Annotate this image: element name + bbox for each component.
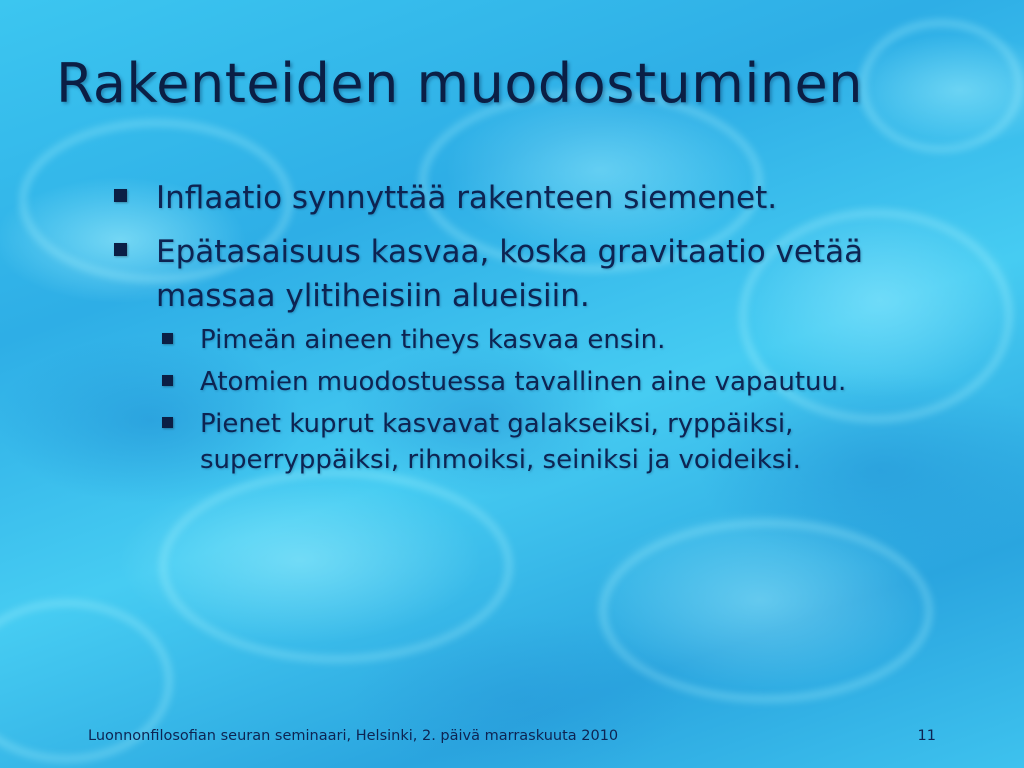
slide-footer: Luonnonfilosofian seuran seminaari, Helsinki, 2. päivä marraskuuta 2010 xyxy=(88,728,619,744)
square-bullet-icon xyxy=(162,333,173,344)
sub-bullet-item xyxy=(156,406,948,478)
sub-bullet-text: Pimeän aineen tiheys kasvaa ensin. xyxy=(200,325,666,355)
square-bullet-icon xyxy=(162,417,173,428)
bullet-text: Epätasaisuus kasvaa, koska gravitaatio vetää massaa ylitiheisiin alueisiin. xyxy=(156,234,864,314)
sub-bullet-item xyxy=(156,364,948,400)
square-bullet-icon xyxy=(114,189,127,202)
sub-bullet-list xyxy=(156,322,948,478)
square-bullet-icon xyxy=(114,243,127,256)
bullet-item xyxy=(108,230,948,478)
sub-bullet-item xyxy=(156,322,948,358)
square-bullet-icon xyxy=(162,375,173,386)
sub-bullet-text: Pienet kuprut kasvavat galakseiksi, ryppäiksi, superryppäiksi, rihmoiksi, seiniksi ja voideiksi. xyxy=(200,409,801,475)
bullet-list xyxy=(108,176,948,556)
page-number: 11 xyxy=(917,728,936,744)
bullet-text: Inflaatio synnyttää rakenteen siemenet. xyxy=(156,180,778,216)
sub-bullet-text: Atomien muodostuessa tavallinen aine vapautuu. xyxy=(200,367,847,397)
bullet-item xyxy=(108,176,948,220)
slide-title: Rakenteiden muodostuminen xyxy=(56,52,863,115)
